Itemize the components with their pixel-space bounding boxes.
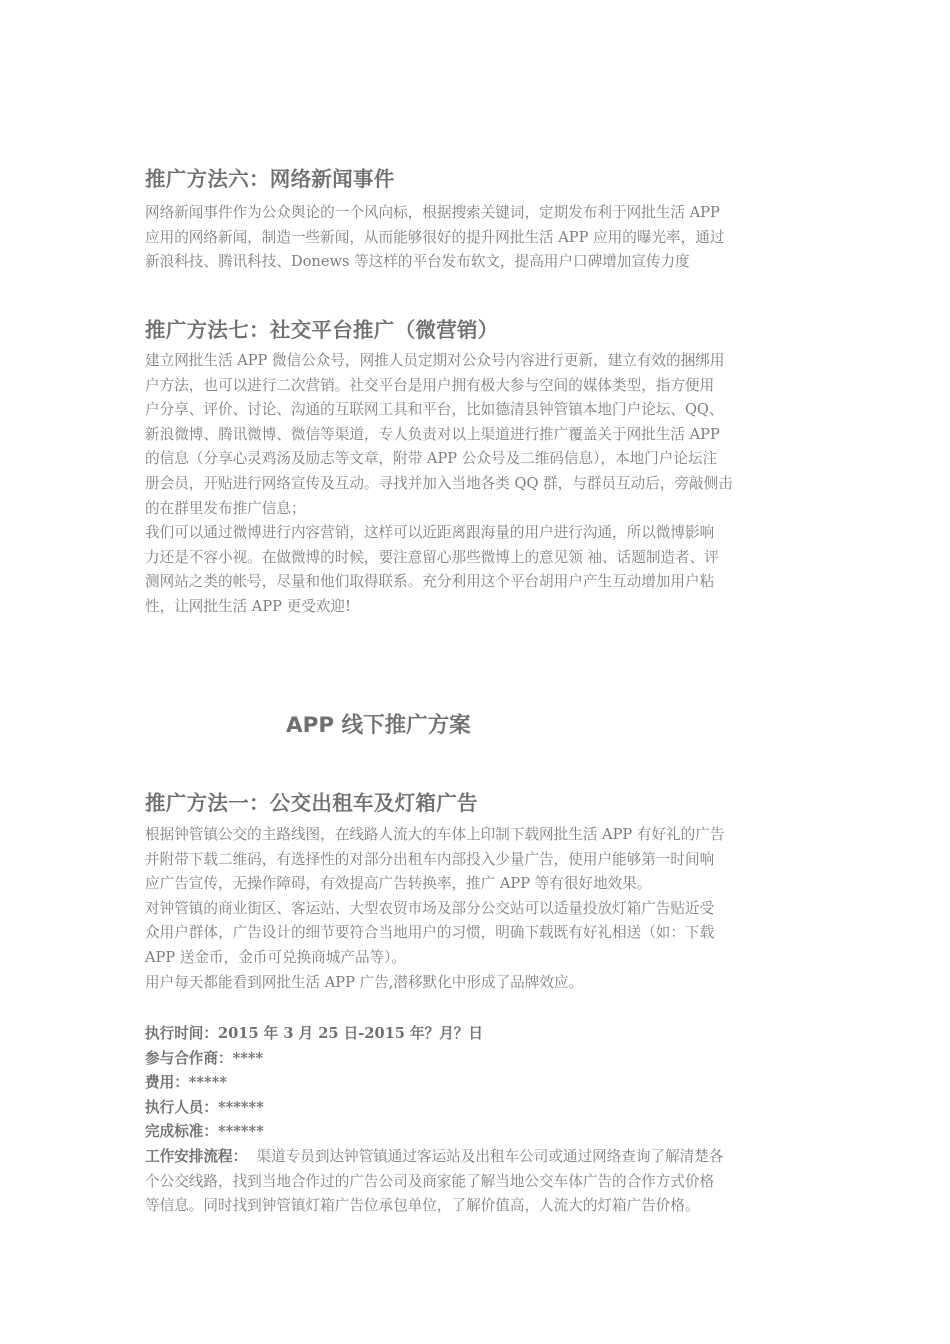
section7-line: 的信息（分享心灵鸡汤及励志等文章，附带 APP 公众号及二维码信息），本地门户论坛注 bbox=[145, 450, 718, 468]
section7-body bbox=[145, 349, 810, 620]
section6-line: 网络新闻事件作为公众舆论的一个风向标，根据搜索关键词，定期发布利于网批生活 APP bbox=[145, 204, 720, 221]
cost-value: ***** bbox=[188, 1074, 227, 1092]
partner-row bbox=[145, 1047, 810, 1072]
section1-line: 众用户群体，广告设计的细节要符合当地用户的习惯，明确下载既有好礼相送（如：下载 bbox=[145, 924, 715, 942]
execution-time-value: 2015 年 3 月 25 日-2015 年？月？日 bbox=[217, 1025, 483, 1042]
offline-plan-title: APP 线下推广方案 bbox=[286, 713, 471, 738]
section7-line: 力还是不容小视。在做微博的时候，要注意留心那些微博上的意见领 袖、话题制造者、评 bbox=[145, 548, 719, 566]
section7-line: 册会员，开贴进行网络宣传及互动。寻找并加入当地各类 QQ 群，与群员互动后，旁敲侧击 bbox=[145, 474, 733, 492]
staff-row bbox=[145, 1096, 810, 1121]
section7-line: 户方法，也可以进行二次营销。社交平台是用户拥有极大参与空间的媒体类型，指方便用 bbox=[145, 376, 715, 394]
workflow-line: 渠道专员到达钟管镇通过客运站及出租车公司或通过网络查询了解清楚各 bbox=[247, 1147, 724, 1165]
workflow-line: 等信息。同时找到钟管镇灯箱广告位承包单位，了解价值高，人流大的灯箱广告价格。 bbox=[145, 1197, 700, 1215]
workflow-label: 工作安排流程： bbox=[145, 1147, 248, 1165]
section6-title: 推广方法六：网络新闻事件 bbox=[145, 167, 395, 191]
staff-label: 执行人员： bbox=[145, 1098, 218, 1116]
standard-value: ****** bbox=[217, 1123, 264, 1141]
section1-line: APP 送金币，金币可兑换商城产品等）。 bbox=[145, 948, 407, 966]
section7-line: 新浪微博、腾讯微博、微信等渠道，专人负责对以上渠道进行推广覆盖关于网批生活 APP bbox=[145, 425, 720, 443]
section1-line: 根据钟管镇公交的主路线图，在线路人流大的车体上印制下载网批生活 APP 有好礼的广告 bbox=[145, 826, 725, 843]
standard-label: 完成标准： bbox=[145, 1123, 218, 1141]
section1-title: 推广方法一：公交出租车及灯箱广告 bbox=[145, 791, 478, 815]
section6-line: 新浪科技、腾讯科技、Donews 等这样的平台发布软文，提高用户口碑增加宣传力度 bbox=[145, 253, 690, 271]
section6-line: 应用的网络新闻，制造一些新闻，从而能够很好的提升网批生活 APP 应用的曝光率，通过 bbox=[145, 228, 725, 246]
section1-line: 用户每天都能看到网批生活 APP 广告,潜移默化中形成了品牌效应。 bbox=[145, 973, 584, 991]
section7-line: 建立网批生活 APP 微信公众号，网推人员定期对公众号内容进行更新，建立有效的捆绑用 bbox=[145, 352, 725, 369]
workflow-row bbox=[145, 1145, 810, 1170]
execution-info bbox=[145, 1022, 810, 1219]
partner-value: **** bbox=[232, 1049, 264, 1067]
standard-row bbox=[145, 1120, 810, 1145]
partner-label: 参与合作商： bbox=[145, 1049, 233, 1067]
staff-value: ****** bbox=[217, 1098, 264, 1116]
section7-line: 的在群里发布推广信息； bbox=[145, 499, 306, 517]
execution-time-row bbox=[145, 1022, 810, 1047]
section7-title: 推广方法七：社交平台推广（微营销） bbox=[145, 318, 499, 342]
execution-time-label: 执行时间： bbox=[145, 1025, 218, 1042]
section7-line: 我们可以通过微博进行内容营销，这样可以近距离跟海量的用户进行沟通，所以微博影响 bbox=[145, 524, 715, 542]
cost-row bbox=[145, 1071, 810, 1096]
section1-line: 并附带下载二维码，有选择性的对部分出租车内部投入少量广告，使用户能够第一时间响 bbox=[145, 850, 715, 868]
workflow-line: 个公交线路，找到当地合作过的广告公司及商家能了解当地公交车体广告的合作方式价格 bbox=[145, 1172, 715, 1190]
section7-line: 户分享、评价、讨论、沟通的互联网工具和平台，比如德清县钟管镇本地门户论坛、QQ、 bbox=[145, 401, 724, 419]
section7-line: 测网站之类的帐号，尽量和他们取得联系。充分利用这个平台胡用户产生互动增加用户粘 bbox=[145, 573, 715, 591]
section1-body bbox=[145, 823, 810, 995]
cost-label: 费用： bbox=[145, 1074, 189, 1092]
section1-line: 应广告宣传，无操作障碍，有效提高广告转换率，推广 APP 等有很好地效果。 bbox=[145, 875, 652, 893]
section6-body bbox=[145, 201, 810, 275]
section1-line: 对钟管镇的商业街区、客运站、大型农贸市场及部分公交站可以适量投放灯箱广告贴近受 bbox=[145, 899, 715, 917]
section7-line: 性，让网批生活 APP 更受欢迎! bbox=[145, 597, 351, 615]
